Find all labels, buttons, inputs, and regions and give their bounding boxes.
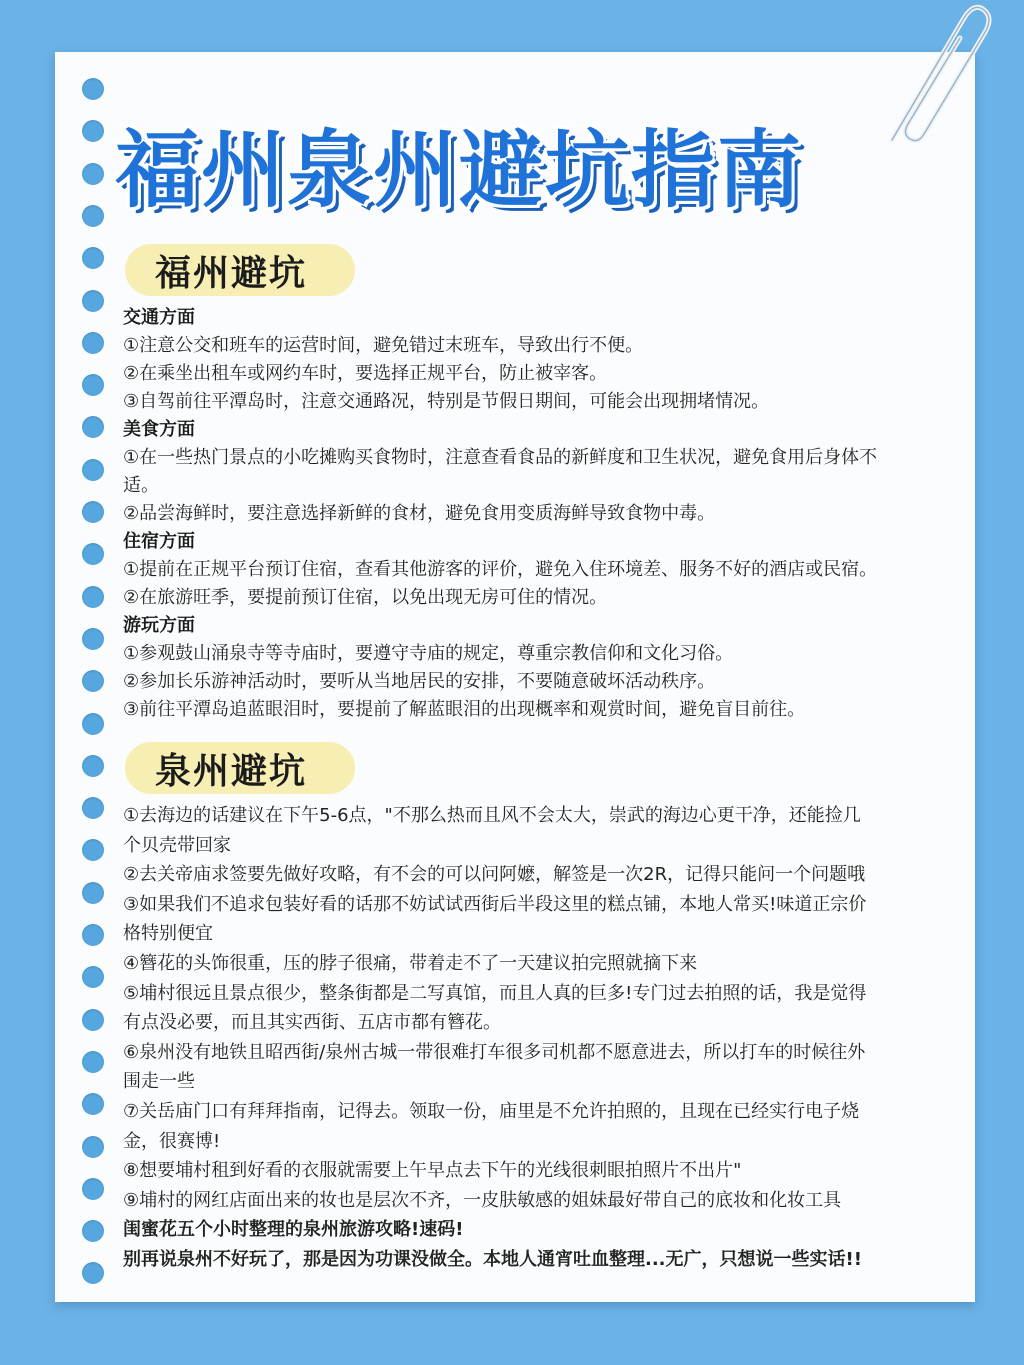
binder-hole [82,416,104,438]
group-heading: 美食方面 [123,419,195,440]
list-item: ①在一些热门景点的小吃摊购买食物时，注意查看食品的新鲜度和卫生状况，避免食用后身体不 [123,447,878,468]
list-item: ⑤埔村很远且景点很少，整条街都是二写真馆，而且人真的巨多!专门过去拍照的话，我是觉得 [123,982,867,1004]
binder-hole [82,882,104,904]
binder-hole [82,1178,104,1200]
notebook-paper [55,52,975,1302]
closing-line: 别再说泉州不好玩了，那是因为功课没做全。本地人通宵吐血整理...无广，只想说一些实话!! [123,1248,862,1270]
page-title: 福州泉州避坑指南 [115,121,804,219]
list-item: ③前往平潭岛追蓝眼泪时，要提前了解蓝眼泪的出现概率和观赏时间，避免盲目前往。 [123,699,806,720]
binder-hole [82,1136,104,1158]
binder-hole [82,797,104,819]
binder-hole [82,1262,104,1284]
list-item: ②参加长乐游神活动时，要听从当地居民的安排，不要随意破坏活动秩序。 [123,671,716,692]
list-item: ①去海边的话建议在下午5-6点，"不那么热而且风不会太大，崇武的海边心更干净，还能捡几 [123,805,861,826]
list-item: ③如果我们不追求包装好看的话那不妨试试西街后半段这里的糕点铺，本地人常买!味道正宗价 [123,893,867,915]
binder-hole [82,205,104,227]
group-heading: 交通方面 [123,307,195,328]
list-item: 个贝壳带回家 [123,834,231,856]
group-heading: 游玩方面 [123,615,195,636]
binder-hole [82,78,104,100]
binder-hole [82,839,104,861]
paperclip-icon [872,0,992,150]
binder-hole [82,1220,104,1242]
list-item: ②在乘坐出租车或网约车时，要选择正规平台，防止被宰客。 [123,363,608,384]
list-item: ①参观鼓山涌泉寺等寺庙时，要遵守寺庙的规定，尊重宗教信仰和文化习俗。 [123,643,734,664]
binder-hole [82,247,104,269]
binder-hole [82,586,104,608]
binder-hole [82,501,104,523]
binder-hole [82,1093,104,1115]
list-item: ②去关帝庙求签要先做好攻略，有不会的可以问阿嬷，解签是一次2R，记得只能问一个问题哦 [123,864,866,886]
list-item: ⑥泉州没有地铁且昭西街/泉州古城一带很难打车很多司机都不愿意进去，所以打车的时候往外 [123,1041,866,1063]
binder-hole [82,1009,104,1031]
quanzhou-heading: 泉州避坑 [155,751,308,792]
binder-hole [82,543,104,565]
list-item: 适。 [123,475,159,496]
binder-hole [82,459,104,481]
closing-line: 闺蜜花五个小时整理的泉州旅游攻略!速码! [123,1219,464,1241]
binder-hole [82,332,104,354]
binder-hole [82,163,104,185]
binder-hole [82,120,104,142]
binder-hole [82,1051,104,1073]
binder-hole [82,924,104,946]
binder-hole [82,628,104,650]
list-item: ⑧想要埔村租到好看的衣服就需要上午早点去下午的光线很刺眼拍照片不出片" [123,1160,742,1182]
list-item: 围走一些 [123,1071,195,1093]
list-item: 金，很赛博! [123,1130,221,1152]
binder-hole [82,713,104,735]
list-item: ①注意公交和班车的运营时间，避免错过末班车，导致出行不便。 [123,335,644,356]
binder-hole [82,290,104,312]
fuzhou-heading: 福州避坑 [155,253,308,294]
fuzhou-content [123,304,963,724]
list-item: ①提前在正规平台预订住宿，查看其他游客的评价，避免入住环境差、服务不好的酒店或民宿。 [123,559,878,580]
list-item: ③自驾前往平潭岛时，注意交通路况，特别是节假日期间，可能会出现拥堵情况。 [123,391,770,412]
binder-hole [82,755,104,777]
quanzhou-content [123,801,963,1275]
list-item: ④簪花的头饰很重，压的脖子很痛，带着走不了一天建议拍完照就摘下来 [123,952,698,974]
binder-hole [82,966,104,988]
list-item: ②品尝海鲜时，要注意选择新鲜的食材，避免食用变质海鲜导致食物中毒。 [123,503,716,524]
list-item: 有点没必要，而且其实西街、五店市都有簪花。 [123,1012,501,1034]
list-item: ⑦关岳庙门口有拜拜指南，记得去。领取一份，庙里是不允许拍照的，且现在已经实行电子烧 [123,1100,860,1122]
list-item: 格特别便宜 [123,923,213,945]
binder-hole [82,670,104,692]
list-item: ⑨埔村的网红店面出来的妆也是层次不齐，一皮肤敏感的姐妹最好带自己的底妆和化妆工具 [123,1189,842,1211]
group-heading: 住宿方面 [123,531,195,552]
binder-hole [82,374,104,396]
list-item: ②在旅游旺季，要提前预订住宿，以免出现无房可住的情况。 [123,587,608,608]
